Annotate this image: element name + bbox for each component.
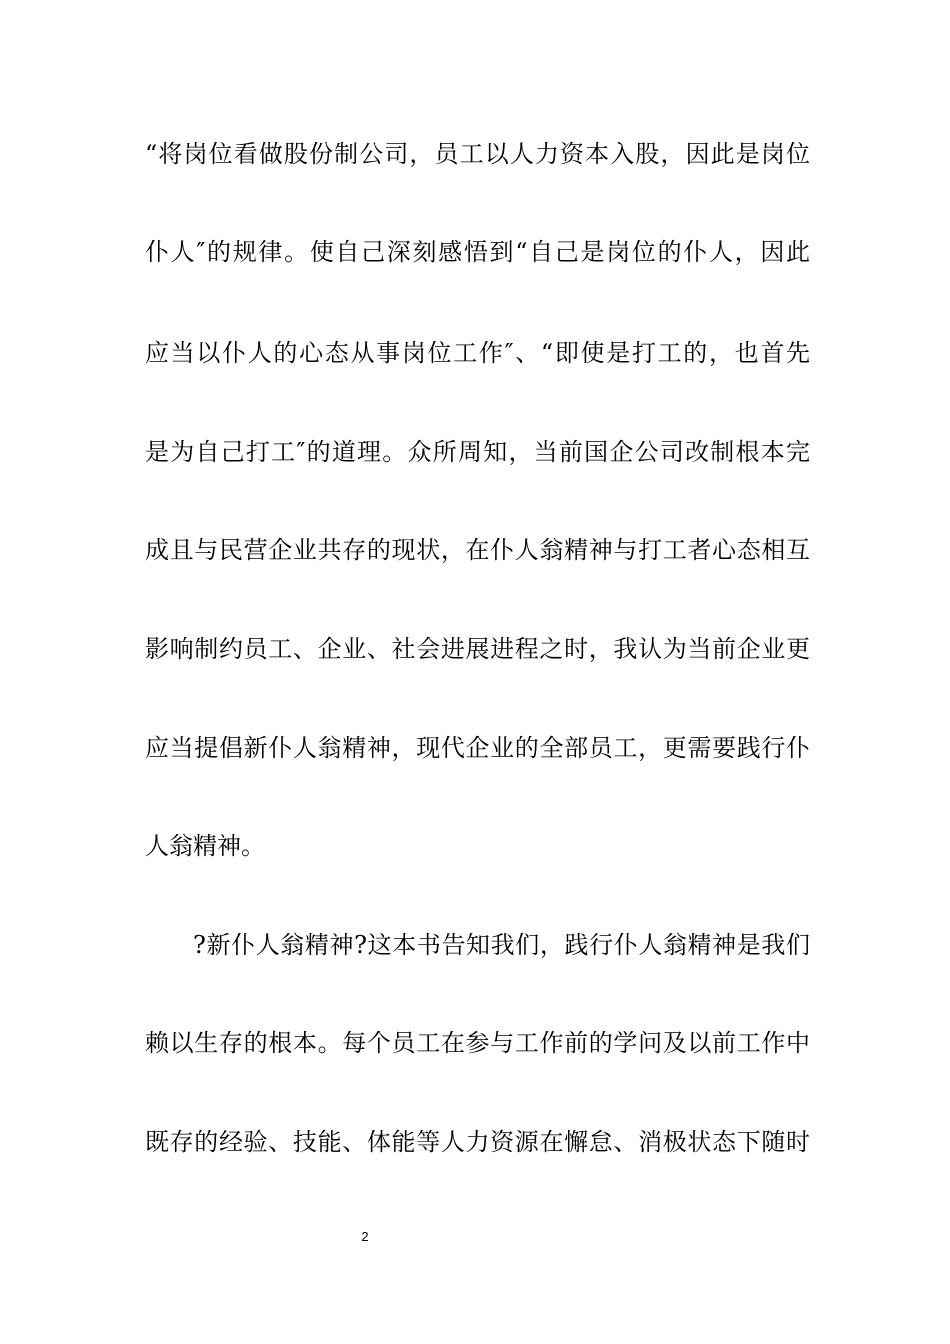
paragraph-1-line-2: 仆人″的规律。使自己深刻感悟到“自己是岗位的仆人，因此	[145, 238, 810, 266]
page-number: 2	[361, 1229, 369, 1244]
paragraph-1-line-6: 影响制约员工、企业、社会进展进程之时，我认为当前企业更	[145, 635, 810, 663]
paragraph-2-line-1: ?新仆人翁精神?这本书告知我们，践行仆人翁精神是我们	[193, 931, 810, 959]
paragraph-1-line-7: 应当提倡新仆人翁精神，现代企业的全部员工，更需要践行仆	[145, 734, 810, 762]
paragraph-2-line-3: 既存的经验、技能、体能等人力资源在懈怠、消极状态下随时	[145, 1128, 810, 1156]
paragraph-1-line-8: 人翁精神。	[145, 832, 265, 860]
paragraph-1-line-3: 应当以仆人的心态从事岗位工作″、“即使是打工的，也首先	[145, 339, 810, 367]
paragraph-1-line-5: 成且与民营企业共存的现状，在仆人翁精神与打工者心态相互	[145, 536, 810, 564]
paragraph-2-line-2: 赖以生存的根本。每个员工在参与工作前的学问及以前工作中	[145, 1029, 810, 1057]
paragraph-1-line-4: 是为自己打工″的道理。众所周知，当前国企公司改制根本完	[145, 438, 810, 466]
paragraph-1-line-1: “将岗位看做股份制公司，员工以人力资本入股，因此是岗位	[145, 140, 810, 168]
